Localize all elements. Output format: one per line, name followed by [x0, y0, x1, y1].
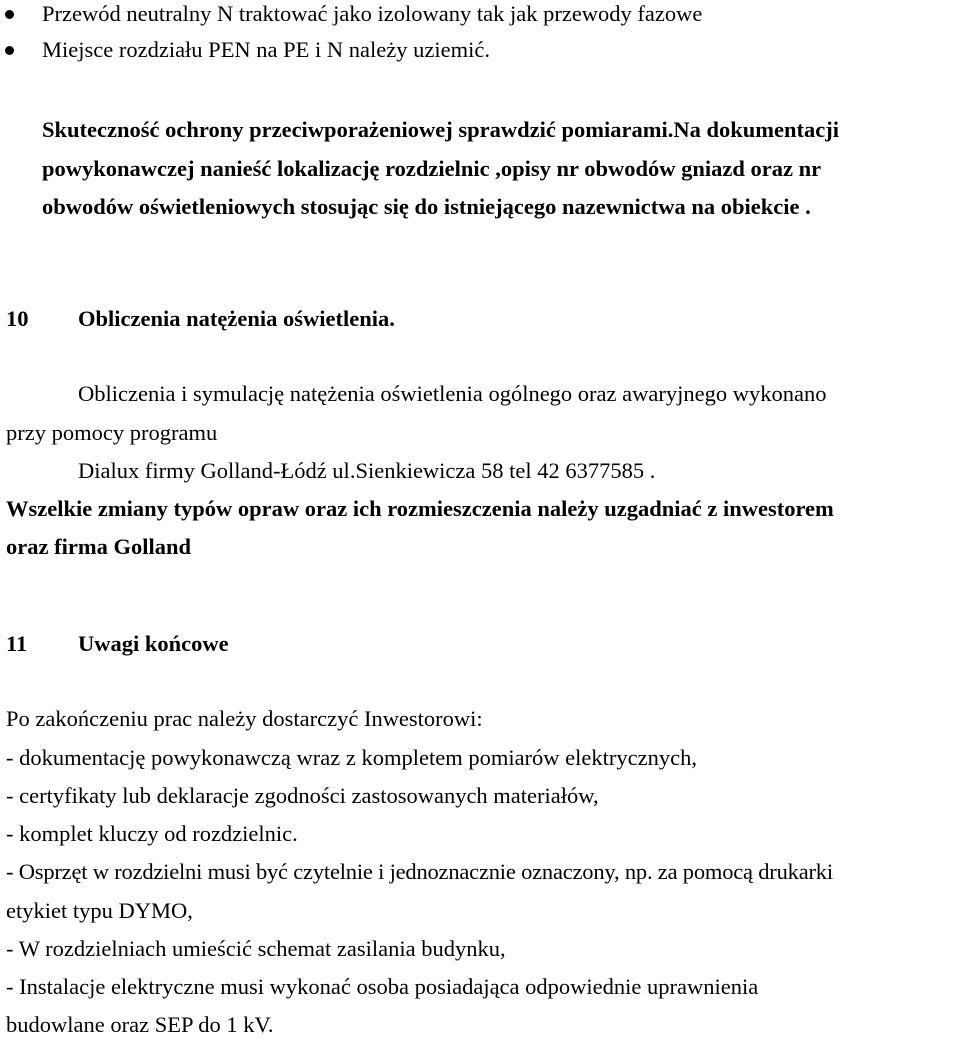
remarks-line: etykiet typu DYMO, — [6, 898, 193, 923]
section-body-line: przy pomocy programu — [6, 420, 218, 445]
remarks-line: - komplet kluczy od rozdzielnic. — [6, 821, 298, 846]
section-number: 10 — [6, 306, 29, 331]
paragraph-line: Skuteczność ochrony przeciwporażeniowej sprawdzić pomiarami.Na dokumentacji — [42, 117, 840, 142]
remarks-line: - Osprzęt w rozdzielni musi być czytelnie i jednoznacznie oznaczony, np. za pomocą drukarki — [6, 859, 833, 884]
section-title: Uwagi końcowe — [78, 631, 229, 656]
section-number: 11 — [6, 631, 28, 656]
remarks-line: budowlane oraz SEP do 1 kV. — [6, 1012, 274, 1037]
remarks-line: Po zakończeniu prac należy dostarczyć Inwestorowi: — [6, 706, 483, 731]
bullet-dot-icon — [5, 10, 14, 19]
paragraph-line: powykonawczej nanieść lokalizację rozdzielnic ,opisy nr obwodów gniazd oraz nr — [42, 156, 822, 181]
bullet-item: Przewód neutralny N traktować jako izolowany tak jak przewody fazowe — [42, 1, 703, 26]
remarks-line: - Instalacje elektryczne musi wykonać osoba posiadająca odpowiednie uprawnienia — [6, 974, 759, 999]
section-note-line: oraz firma Golland — [6, 534, 191, 559]
bullet-dot-icon — [5, 46, 14, 55]
remarks-line: - certyfikaty lub deklaracje zgodności zastosowanych materiałów, — [6, 783, 599, 808]
section-body-line: Obliczenia i symulację natężenia oświetlenia ogólnego oraz awaryjnego wykonano — [78, 381, 827, 406]
bullet-item: Miejsce rozdziału PEN na PE i N należy uziemić. — [42, 37, 490, 62]
remarks-line: - dokumentację powykonawczą wraz z kompletem pomiarów elektrycznych, — [6, 745, 697, 770]
remarks-line: - W rozdzielniach umieścić schemat zasilania budynku, — [6, 936, 506, 961]
section-note-line: Wszelkie zmiany typów opraw oraz ich rozmieszczenia należy uzgadniać z inwestorem — [6, 496, 834, 521]
section-title: Obliczenia natężenia oświetlenia. — [78, 306, 395, 331]
section-body-line: Dialux firmy Golland-Łódź ul.Sienkiewicza 58 tel 42 6377585 . — [78, 458, 656, 483]
paragraph-line: obwodów oświetleniowych stosując się do istniejącego nazewnictwa na obiekcie . — [42, 194, 811, 219]
